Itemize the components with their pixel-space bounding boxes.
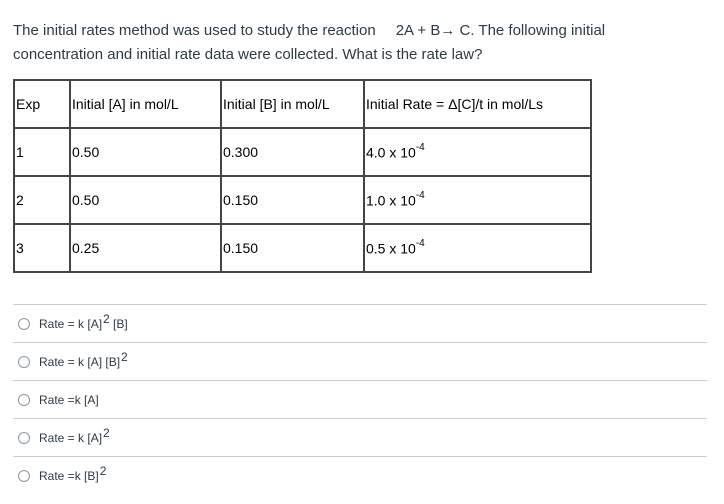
question-intro-continued: The following initial: [478, 22, 606, 39]
rate-exponent: -4: [415, 237, 425, 249]
radio-button[interactable]: [18, 432, 30, 444]
header-initial-a: Initial [A] in mol/L: [70, 80, 221, 128]
answer-text: Rate = k [A]: [39, 430, 103, 445]
answer-option-2[interactable]: [13, 342, 707, 380]
answer-option-3[interactable]: [13, 380, 707, 418]
table-row: [14, 224, 591, 272]
radio-button[interactable]: [18, 394, 30, 406]
radio-button[interactable]: [18, 356, 30, 368]
rate-data-table: [13, 79, 592, 273]
answer-label: [39, 349, 128, 369]
answer-label: [39, 425, 110, 445]
rate-base: 4.0 x 10: [366, 144, 416, 161]
answer-label: [39, 463, 107, 483]
cell-b: 0.150: [221, 176, 364, 224]
cell-b: 0.150: [221, 224, 364, 272]
answer-superscript: 2: [103, 311, 110, 326]
answer-superscript: 2: [121, 349, 128, 364]
reaction-equation: 2A + B→ C.: [395, 22, 475, 39]
question-intro: The initial rates method was used to study the reaction: [13, 22, 376, 39]
header-exp: Exp: [14, 80, 70, 128]
rate-base: 0.5 x 10: [366, 240, 416, 257]
answer-text: Rate = k [A] [B]: [39, 354, 121, 369]
answer-superscript: 2: [99, 463, 107, 478]
cell-b: 0.300: [221, 128, 364, 176]
rate-base: 1.0 x 10: [366, 192, 416, 209]
answer-text-suffix: [B]: [109, 316, 128, 331]
cell-a: 0.25: [70, 224, 221, 272]
table-header-row: [14, 80, 591, 128]
cell-a: 0.50: [70, 128, 221, 176]
answer-label: [39, 393, 100, 407]
answer-choices: [13, 304, 707, 494]
header-initial-rate: Initial Rate = Δ[C]/t in mol/Ls: [364, 80, 591, 128]
table-row: [14, 128, 591, 176]
question-line-2: concentration and initial rate data were collected. What is the rate law?: [13, 46, 483, 63]
question-line-1: [13, 19, 703, 43]
rate-exponent: -4: [415, 189, 425, 201]
answer-text: Rate =k [B]: [39, 468, 99, 483]
answer-option-5[interactable]: [13, 456, 707, 494]
rate-exponent: -4: [415, 141, 425, 153]
answer-option-1[interactable]: [13, 304, 707, 342]
cell-exp: 3: [14, 224, 70, 272]
answer-label: [39, 311, 128, 331]
radio-button[interactable]: [18, 318, 30, 330]
cell-a: 0.50: [70, 176, 221, 224]
answer-text: Rate = k [A]: [39, 316, 103, 331]
cell-exp: 1: [14, 128, 70, 176]
radio-button[interactable]: [18, 470, 30, 482]
answer-superscript: 2: [103, 425, 110, 440]
answer-option-4[interactable]: [13, 418, 707, 456]
question-text: [13, 19, 703, 67]
cell-rate: [364, 224, 591, 272]
cell-exp: 2: [14, 176, 70, 224]
cell-rate: [364, 128, 591, 176]
header-initial-b: Initial [B] in mol/L: [221, 80, 364, 128]
cell-rate: [364, 176, 591, 224]
answer-text: Rate =k [A]: [39, 392, 99, 407]
table-row: [14, 176, 591, 224]
